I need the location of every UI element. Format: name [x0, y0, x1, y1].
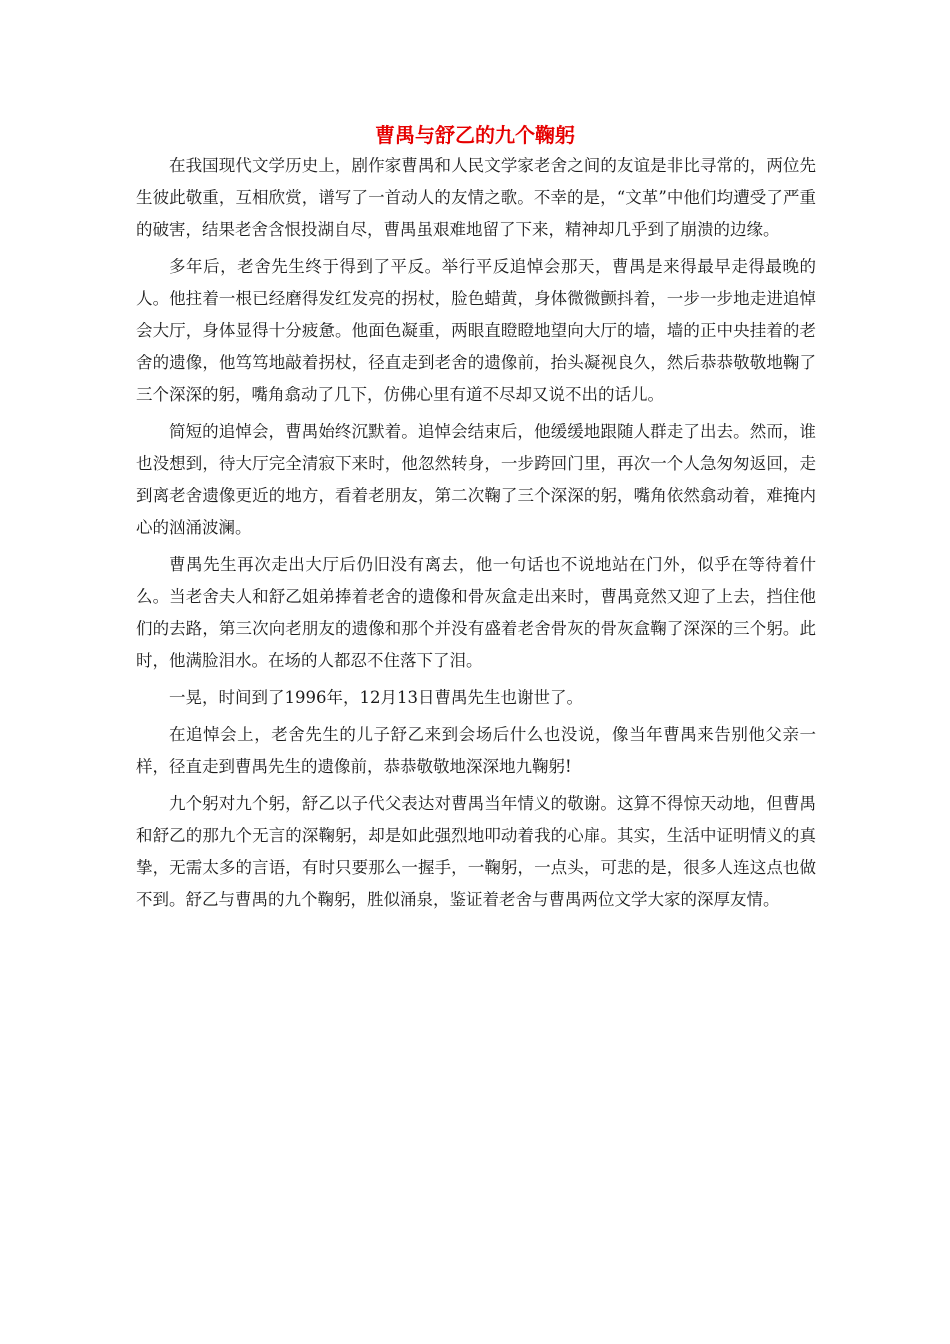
- paragraph-5: 一晃，时间到了1996年，12月13日曹禺先生也谢世了。: [169, 688, 583, 707]
- document-body: [136, 150, 816, 921]
- paragraph-2: 多年后，老舍先生终于得到了平反。举行平反追悼会那天，曹禺是来得最早走得最晚的人。他拄着一根已经磨得发红发亮的拐杖，脸色蜡黄，身体微微颤抖着，一步一步地走进追悼会大厅，身体显得十分疲惫。他面色凝重，两眼直瞪瞪地望向大厅的墙，墙的正中央挂着的老舍的遗像，他笃笃地敲着拐杖，径直走到老舍的遗像前，抬头凝视良久，然后恭恭敬敬地鞠了三个深深的躬，嘴角翕动了几下，仿佛心里有道不尽却又说不出的话儿。: [136, 257, 816, 404]
- paragraph-7: 九个躬对九个躬，舒乙以子代父表达对曹禺当年情义的敬谢。这算不得惊天动地，但曹禺和舒乙的那九个无言的深鞠躬，却是如此强烈地叩动着我的心扉。其实，生活中证明情义的真挚，无需太多的言语，有时只要那么一握手，一鞠躬，一点头，可悲的是，很多人连这点也做不到。舒乙与曹禺的九个鞠躬，胜似涌泉，鉴证着老舍与曹禺两位文学大家的深厚友情。: [136, 794, 816, 909]
- document-title: 曹禺与舒乙的九个鞠躬: [375, 123, 575, 147]
- paragraph-4: 曹禺先生再次走出大厅后仍旧没有离去，他一句话也不说地站在门外，似乎在等待着什么。当老舍夫人和舒乙姐弟捧着老舍的遗像和骨灰盒走出来时，曹禺竟然又迎了上去，挡住他们的去路，第三次向老朋友的遗像和那个并没有盛着老舍骨灰的骨灰盒鞠了深深的三个躬。此时，他满脸泪水。在场的人都忍不住落下了泪。: [136, 555, 816, 670]
- paragraph-6: 在追悼会上，老舍先生的儿子舒乙来到会场后什么也没说，像当年曹禺来告别他父亲一样，径直走到曹禺先生的遗像前，恭恭敬敬地深深地九鞠躬!: [136, 725, 816, 776]
- paragraph-1: 在我国现代文学历史上，剧作家曹禺和人民文学家老舍之间的友谊是非比寻常的，两位先生彼此敬重，互相欣赏，谱写了一首动人的友情之歌。不幸的是，“文革”中他们均遭受了严重的破害，结果老舍含恨投湖自尽，曹禺虽艰难地留了下来，精神却几乎到了崩溃的边缘。: [136, 156, 816, 239]
- paragraph-3: 简短的追悼会，曹禺始终沉默着。追悼会结束后，他缓缓地跟随人群走了出去。然而，谁也没想到，待大厅完全清寂下来时，他忽然转身，一步跨回门里，再次一个人急匆匆返回，走到离老舍遗像更近的地方，看着老朋友，第二次鞠了三个深深的躬，嘴角依然翕动着，难掩内心的汹涌波澜。: [136, 422, 816, 537]
